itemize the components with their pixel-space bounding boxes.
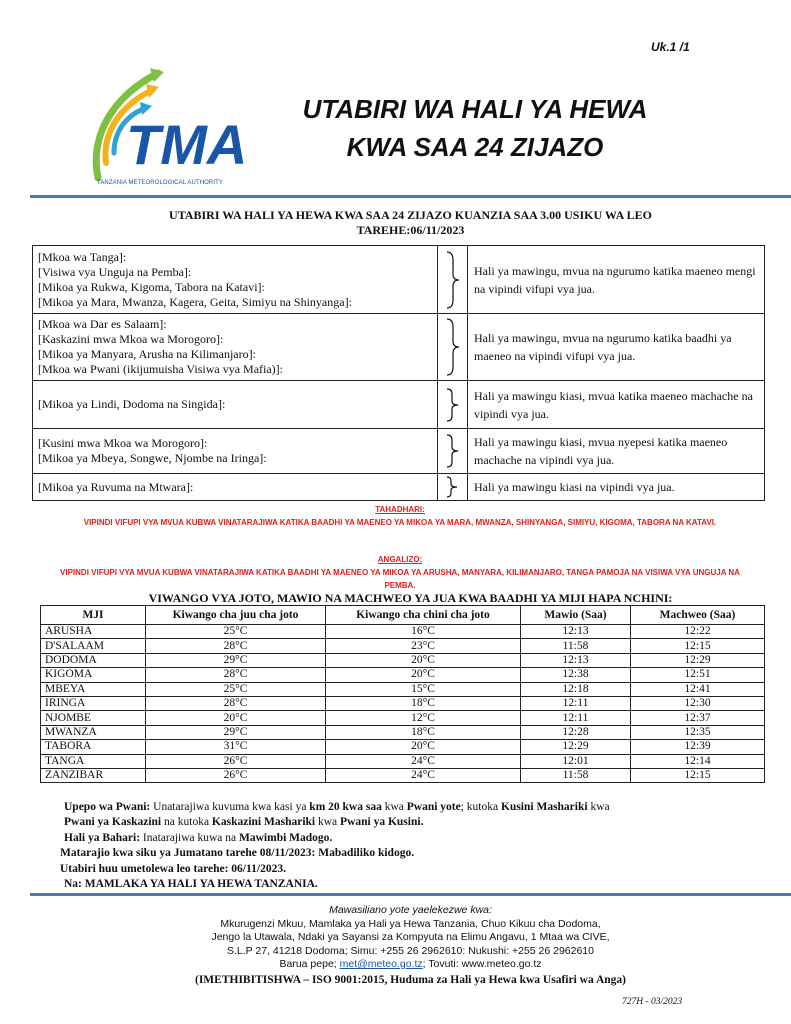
contact-footer <box>30 904 791 987</box>
page-number: Uk.1 /1 <box>651 40 690 54</box>
forecast-row <box>33 381 765 429</box>
issuer-note: Na: MAMLAKA YA HALI YA HEWA TANZANIA. <box>64 878 318 891</box>
website-text: ; Tovuti: www.meteo.go.tz <box>422 958 542 970</box>
table-cell: 18°C <box>326 696 521 710</box>
warning-text: VIPINDI VIFUPI VYA MVUA KUBWA VINATARAJIWA KATIKA BAADHI YA MAENEO YA MIKOA YA MARA, MWANZA, SHINYANGA, SIMIYU, KIGOMA, TABORA NA KATAVI. <box>83 518 717 527</box>
subtitle-line-1: UTABIRI WA HALI YA HEWA KWA SAA 24 ZIJAZO KUANZIA SAA 3.00 USIKU WA LEO <box>169 208 652 222</box>
table-cell: 12°C <box>326 711 521 725</box>
table-cell: 12:22 <box>631 625 765 639</box>
warning-block <box>60 503 740 529</box>
note-text: Pwani ya Kaskazini <box>64 816 162 829</box>
table-cell: 23°C <box>326 639 521 653</box>
table-cell: 26°C <box>146 754 326 768</box>
table-row <box>41 682 765 696</box>
note-text: Pwani ya Kusini. <box>340 816 424 829</box>
note-text: na kutoka <box>161 816 212 829</box>
brace-icon <box>438 381 468 429</box>
table-cell: 24°C <box>326 754 521 768</box>
table-cell: 31°C <box>146 740 326 754</box>
table-cell: 12:37 <box>631 711 765 725</box>
table-cell: 12:15 <box>631 768 765 782</box>
forecast-row <box>33 474 765 501</box>
city-name-cell: ARUSHA <box>41 625 146 639</box>
city-name-cell: MWANZA <box>41 725 146 739</box>
region-label: [Mikoa ya Lindi, Dodoma na Singida]: <box>38 397 226 411</box>
page-title <box>270 90 680 166</box>
table-cell: 12:41 <box>631 682 765 696</box>
region-label: [Mkoa wa Tanga]: <box>38 249 127 264</box>
column-header: Machweo (Saa) <box>631 606 765 625</box>
forecast-regions <box>33 314 438 381</box>
table-cell: 12:38 <box>521 668 631 682</box>
note-text: Kaskazini Mashariki <box>211 816 316 829</box>
table-row <box>41 668 765 682</box>
table-row <box>41 768 765 782</box>
forecast-table <box>32 245 765 501</box>
svg-text:TMA: TMA <box>126 113 248 176</box>
table-cell: 12:13 <box>521 625 631 639</box>
footer-line: Jengo la Utawala, Ndaki ya Sayansi za Kompyuta na Elimu Angavu, 1 Mtaa wa CIVE, <box>211 931 610 943</box>
table-cell: 12:39 <box>631 740 765 754</box>
table-cell: 20°C <box>326 653 521 667</box>
brace-icon <box>438 314 468 381</box>
table-cell: 12:14 <box>631 754 765 768</box>
forecast-regions <box>33 429 438 474</box>
table-cell: 20°C <box>326 668 521 682</box>
note-text: kwa <box>315 816 341 829</box>
note-text: km 20 kwa saa <box>309 801 382 813</box>
wind-note <box>64 800 764 815</box>
wind-label: Upepo wa Pwani: <box>64 801 151 813</box>
title-line-1: UTABIRI WA HALI YA HEWA <box>302 94 648 124</box>
advisory-text: VIPINDI VIFUPI VYA MVUA KUBWA VINATARAJIWA KATIKA BAADHI YA MAENEO YA MIKOA YA ARUSHA, MANYARA, KILIMANJARO, TANGA PAMOJA NA VISIWA VYA UNGUJA NA PEMBA. <box>60 568 740 590</box>
table-row <box>41 725 765 739</box>
city-name-cell: TABORA <box>41 740 146 754</box>
forecast-regions <box>33 474 438 501</box>
sea-label: Hali ya Bahari: <box>64 831 141 844</box>
table-cell: 29°C <box>146 725 326 739</box>
region-label: [Visiwa vya Unguja na Pemba]: <box>38 264 192 279</box>
logo-subtext: TANZANIA METEOROLOGICAL AUTHORITY <box>97 180 223 186</box>
table-cell: 12:15 <box>631 639 765 653</box>
forecast-description: Hali ya mawingu kiasi na vipindi vya jua. <box>468 474 765 501</box>
table-cell: 12:11 <box>521 711 631 725</box>
outlook-note: Matarajio kwa siku ya Jumatano tarehe 08/11/2023: Mabadiliko kidogo. <box>60 847 415 860</box>
table-cell: 12:11 <box>521 696 631 710</box>
region-label: [Mkoa wa Dar es Salaam]: <box>38 317 167 331</box>
footer-line: S.L.P 27, 41218 Dodoma; Simu: +255 26 2962610: Nukushi: +255 26 2962610 <box>226 944 594 957</box>
forecast-description: Hali ya mawingu, mvua na ngurumo katika maeneo mengi na vipindi vifupi vya jua. <box>468 246 765 314</box>
forecast-row <box>33 246 765 314</box>
advisory-block <box>60 553 740 592</box>
note-text: Unatarajiwa kuvuma kwa kasi ya <box>150 801 310 813</box>
table-row <box>41 639 765 653</box>
tma-logo <box>80 68 260 193</box>
brace-icon <box>438 246 468 314</box>
brace-icon <box>438 474 468 501</box>
email-link[interactable]: met@meteo.go.tz <box>339 958 423 970</box>
table-cell: 28°C <box>146 668 326 682</box>
note-text: Mawimbi Madogo. <box>239 831 333 844</box>
column-header: MJI <box>41 606 146 625</box>
note-text: kwa <box>381 801 407 813</box>
region-label: [Kaskazini mwa Mkoa wa Morogoro]: <box>38 332 224 346</box>
forecast-subtitle <box>30 208 791 238</box>
table-cell: 12:30 <box>631 696 765 710</box>
brace-icon <box>438 429 468 474</box>
forecast-description: Hali ya mawingu kiasi, mvua katika maeneo machache na vipindi vya jua. <box>468 381 765 429</box>
advisory-title: ANGALIZO: <box>377 555 423 564</box>
region-label: [Kusini mwa Mkoa wa Morogoro]: <box>38 436 208 450</box>
updated-note: Utabiri huu umetolewa leo tarehe: 06/11/2023. <box>60 862 286 875</box>
region-label: [Mikoa ya Rukwa, Kigoma, Tabora na Katavi]: <box>38 279 265 294</box>
forecast-regions <box>33 381 438 429</box>
table-cell: 29°C <box>146 653 326 667</box>
forecast-row <box>33 314 765 381</box>
table-cell: 11:58 <box>521 639 631 653</box>
table-row <box>41 740 765 754</box>
table-cell: 12:35 <box>631 725 765 739</box>
forecast-description: Hali ya mawingu kiasi, mvua nyepesi katika maeneo machache na vipindi vya jua. <box>468 429 765 474</box>
footer-divider <box>30 893 791 896</box>
city-name-cell: MBEYA <box>41 682 146 696</box>
note-text: Inatarajiwa kuwa na <box>140 831 240 844</box>
table-cell: 28°C <box>146 696 326 710</box>
iso-certification: (IMETHIBITISHWA – ISO 9001:2015, Huduma za Hali ya Hewa kwa Usafiri wa Anga) <box>195 973 626 986</box>
table-cell: 18°C <box>326 725 521 739</box>
table-cell: 12:29 <box>521 740 631 754</box>
region-label: [Mikoa ya Ruvuma na Mtwara]: <box>38 479 194 494</box>
table-row <box>41 653 765 667</box>
table-header-row <box>41 606 765 625</box>
city-name-cell: TANGA <box>41 754 146 768</box>
city-name-cell: IRINGA <box>41 696 146 710</box>
forecast-description: Hali ya mawingu, mvua na ngurumo katika baadhi ya maeneo na vipindi vifupi vya jua. <box>468 314 765 381</box>
column-header: Kiwango cha chini cha joto <box>326 606 521 625</box>
warning-title: TAHADHARI: <box>375 505 425 514</box>
email-label: Barua pepe; <box>279 958 340 970</box>
column-header: Mawio (Saa) <box>521 606 631 625</box>
document-code: 727H - 03/2023 <box>622 997 683 1007</box>
table-cell: 12:51 <box>631 668 765 682</box>
table-cell: 12:29 <box>631 653 765 667</box>
table-cell: 12:18 <box>521 682 631 696</box>
table-cell: 11:58 <box>521 768 631 782</box>
table-cell: 16°C <box>326 625 521 639</box>
table-cell: 12:28 <box>521 725 631 739</box>
sea-note <box>64 831 764 846</box>
table-cell: 12:13 <box>521 653 631 667</box>
forecast-row <box>33 429 765 474</box>
table-cell: 24°C <box>326 768 521 782</box>
column-header: Kiwango cha juu cha joto <box>146 606 326 625</box>
region-label: [Mikoa ya Mara, Mwanza, Kagera, Geita, Simiyu na Shinyanga]: <box>38 294 352 309</box>
table-cell: 12:01 <box>521 754 631 768</box>
table-row <box>41 625 765 639</box>
temperatures-heading: VIWANGO VYA JOTO, MAWIO NA MACHWEO YA JUA KWA BAADHI YA MIJI HAPA NCHINI: <box>148 591 673 605</box>
note-text: Pwani yote <box>406 801 461 813</box>
city-temperature-table <box>40 605 765 783</box>
table-cell: 28°C <box>146 639 326 653</box>
note-text: ; kutoka <box>460 801 501 813</box>
table-cell: 20°C <box>326 740 521 754</box>
table-cell: 15°C <box>326 682 521 696</box>
table-cell: 26°C <box>146 768 326 782</box>
forecast-regions <box>33 246 438 314</box>
footer-line: Mkurugenzi Mkuu, Mamlaka ya Hali ya Hewa Tanzania, Chuo Kikuu cha Dodoma, <box>220 917 601 930</box>
table-cell: 25°C <box>146 682 326 696</box>
footer-lead: Mawasiliano yote yaelekezwe kwa: <box>329 904 492 916</box>
city-name-cell: ZANZIBAR <box>41 768 146 782</box>
note-text: kwa <box>587 801 610 813</box>
table-row <box>41 711 765 725</box>
table-cell: 25°C <box>146 625 326 639</box>
city-name-cell: DODOMA <box>41 653 146 667</box>
region-label: [Mikoa ya Mbeya, Songwe, Njombe na Iringa]: <box>38 451 267 465</box>
city-name-cell: KIGOMA <box>41 668 146 682</box>
table-row <box>41 754 765 768</box>
region-label: [Mkoa wa Pwani (ikijumuisha Visiwa vya Mafia)]: <box>38 362 284 376</box>
header-divider <box>30 195 791 198</box>
footer-contact-line <box>30 958 791 972</box>
title-line-2: KWA SAA 24 ZIJAZO <box>346 132 604 162</box>
table-cell: 20°C <box>146 711 326 725</box>
subtitle-date: TAREHE:06/11/2023 <box>356 223 465 237</box>
region-label: [Mikoa ya Manyara, Arusha na Kilimanjaro]: <box>38 347 256 361</box>
note-text: Kusini Mashariki <box>500 801 588 813</box>
notes-section <box>60 800 764 892</box>
city-name-cell: D'SALAAM <box>41 639 146 653</box>
table-row <box>41 696 765 710</box>
wind-note-cont <box>64 815 764 830</box>
city-name-cell: NJOMBE <box>41 711 146 725</box>
